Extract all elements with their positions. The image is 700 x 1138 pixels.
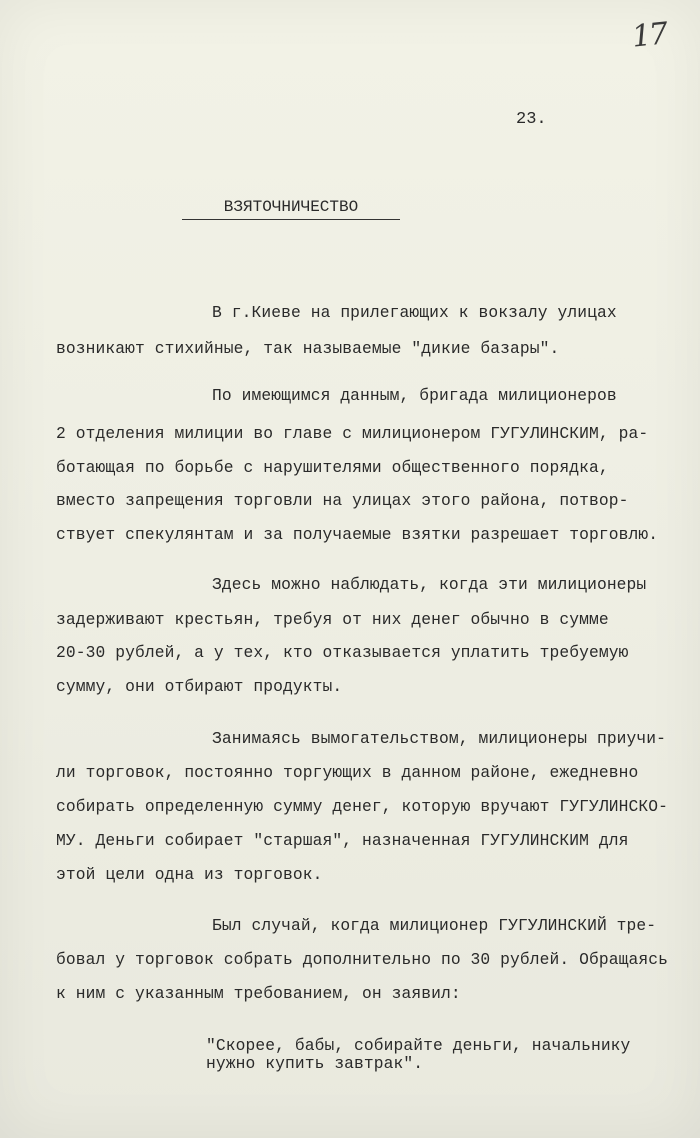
text-line: задерживают крестьян, требуя от них денег обычно в сумме — [56, 610, 609, 629]
text-line: собирать определенную сумму денег, которую вручают ГУГУЛИНСКО- — [56, 797, 668, 816]
text-line: этой цели одна из торговок. — [56, 865, 323, 884]
page-title: ВЗЯТОЧНИЧЕСТВО — [182, 198, 400, 220]
text-line: бовал у торговок собрать дополнительно по 30 рублей. Обращаясь — [56, 950, 668, 969]
text-line: МУ. Деньги собирает "старшая", назначенная ГУГУЛИНСКИМ для — [56, 831, 629, 850]
quote-line: нужно купить завтрак". — [206, 1054, 424, 1073]
handwritten-page-mark: 17 — [630, 16, 668, 55]
text-line: к ним с указанным требованием, он заявил: — [56, 984, 461, 1003]
text-line: По имеющимся данным, бригада милиционеров — [212, 386, 617, 405]
text-line: вместо запрещения торговли на улицах этого района, потвор- — [56, 491, 629, 510]
text-line: возникают стихийные, так называемые "дикие базары". — [56, 339, 560, 358]
text-line: В г.Киеве на прилегающих к вокзалу улицах — [212, 303, 617, 322]
text-line: Занимаясь вымогательством, милиционеры приучи- — [212, 729, 667, 748]
text-line: 2 отделения милиции во главе с милиционером ГУГУЛИНСКИМ, ра- — [56, 424, 649, 443]
text-line: 20-30 рублей, а у тех, кто отказывается уплатить требуемую — [56, 643, 629, 662]
text-line: ствует спекулянтам и за получаемые взятки разрешает торговлю. — [56, 525, 659, 544]
text-line: Был случай, когда милиционер ГУГУЛИНСКИЙ тре- — [212, 916, 657, 935]
text-line: сумму, они отбирают продукты. — [56, 677, 343, 696]
text-line: ботающая по борьбе с нарушителями общественного порядка, — [56, 458, 609, 477]
text-line: ли торговок, постоянно торгующих в данном районе, ежедневно — [56, 763, 639, 782]
page-number: 23. — [516, 110, 547, 129]
quote-line: "Скорее, бабы, собирайте деньги, начальнику — [206, 1036, 631, 1055]
text-line: Здесь можно наблюдать, когда эти милиционеры — [212, 575, 647, 594]
